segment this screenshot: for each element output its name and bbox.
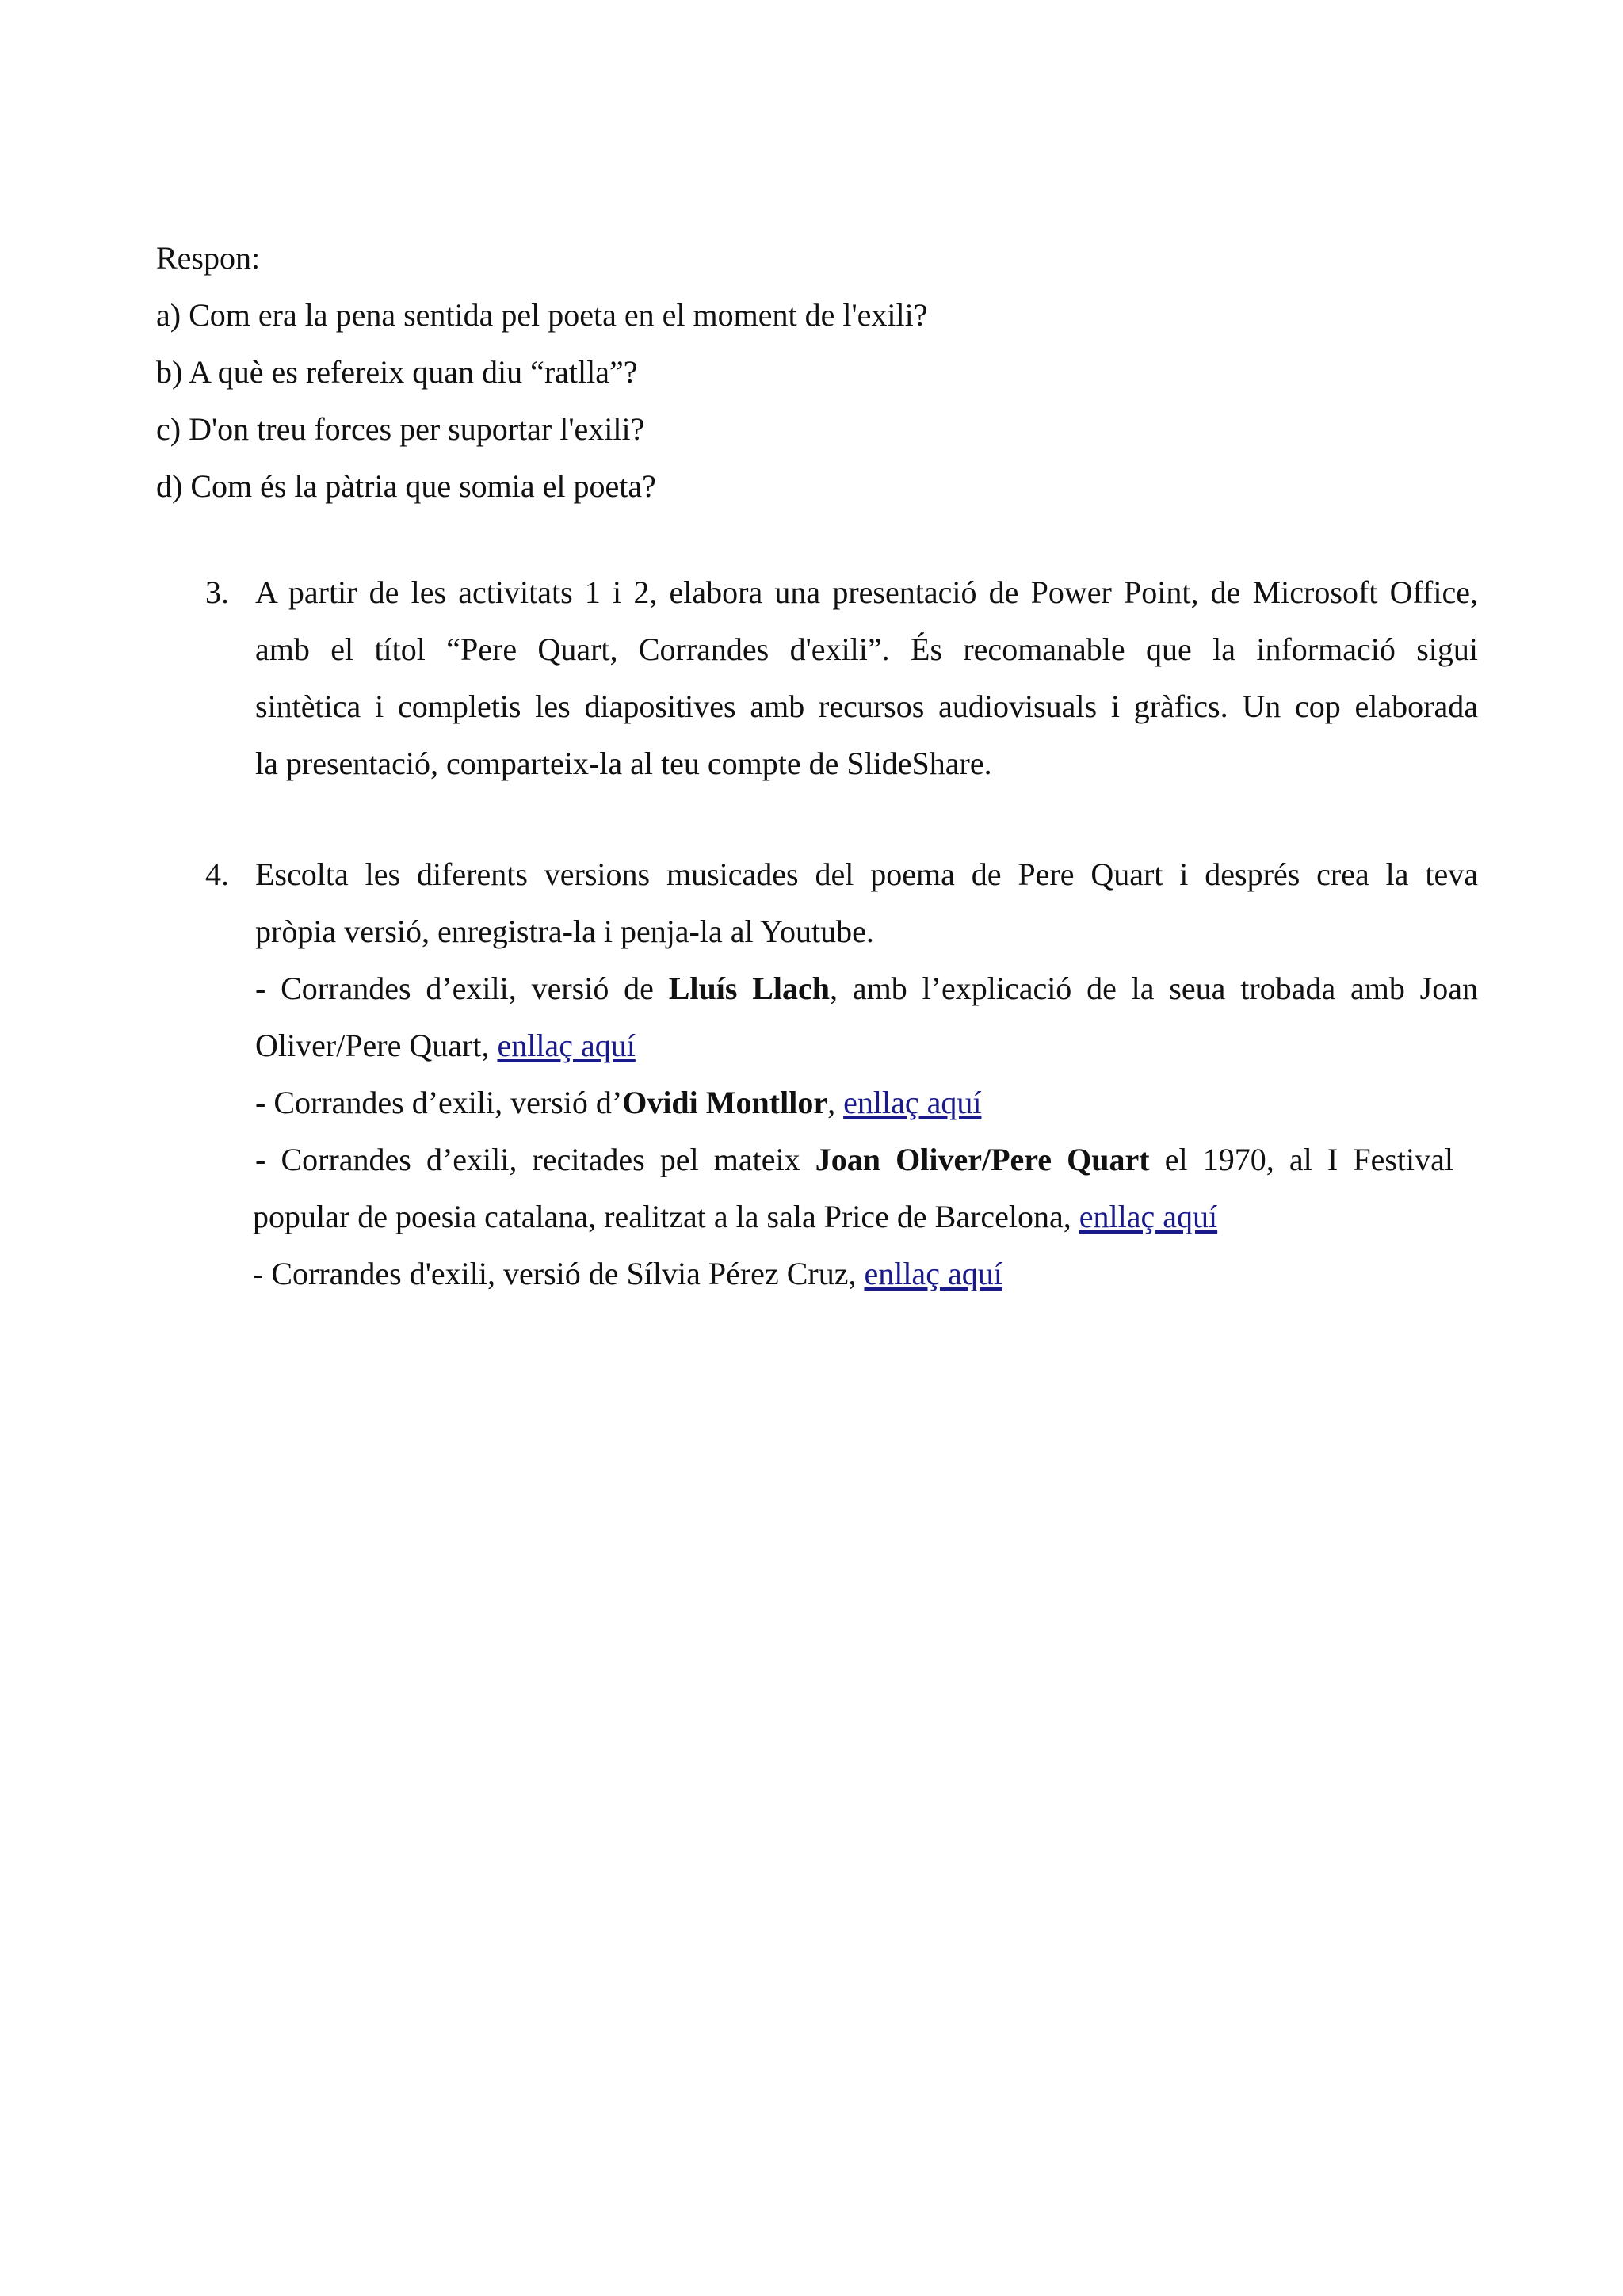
question-d: d) Com és la pàtria que somia el poeta? (156, 468, 656, 504)
version-oliver-line-1 (255, 1131, 1453, 1188)
question-c: c) D'on treu forces per suportar l'exili? (156, 411, 645, 447)
activity-3-body (255, 564, 1478, 792)
version-llach-suffix: , amb l’explicació de la seua trobada amb Joan (830, 971, 1479, 1006)
activity-3-number: 3. (205, 574, 229, 610)
version-montllor-suffix: , (827, 1085, 844, 1120)
question-b: b) A què es refereix quan diu “ratlla”? (156, 354, 638, 390)
activity-3-line-3: sintètica i completis les diapositives amb recursos audiovisuals i gràfics. Un cop elaborada (255, 688, 1478, 724)
respon-heading: Respon: (156, 240, 261, 276)
version-llach-line-1 (255, 960, 1478, 1017)
activity-3 (156, 564, 1478, 792)
version-llach-prefix: - Corrandes d’exili, versió de (255, 971, 669, 1006)
activity-4-intro-line-2: pròpia versió, enregistra-la i penja-la al Youtube. (255, 913, 874, 949)
version-montllor-prefix: - Corrandes d’exili, versió d’ (255, 1085, 623, 1120)
version-oliver-suffix: el 1970, al I Festival (1149, 1142, 1453, 1177)
version-perez-cruz-prefix: - Corrandes d'exili, versió de Sílvia Pérez Cruz, (253, 1256, 865, 1291)
activity-4-body (255, 846, 1478, 1302)
activity-4-number: 4. (205, 856, 229, 892)
version-montllor-artist: Ovidi Montllor (622, 1085, 828, 1120)
activity-4 (156, 846, 1478, 1302)
version-montllor-link[interactable]: enllaç aquí (843, 1085, 982, 1120)
version-oliver-line-2-text: popular de poesia catalana, realitzat a la sala Price de Barcelona, (253, 1199, 1079, 1234)
version-oliver-line-2 (253, 1188, 1478, 1245)
activity-4-intro-line-1: Escolta les diferents versions musicades del poema de Pere Quart i després crea la teva (255, 856, 1478, 892)
activity-3-line-2: amb el títol “Pere Quart, Corrandes d'exili”. És recomanable que la informació sigui (255, 631, 1478, 667)
version-oliver-prefix: - Corrandes d’exili, recitades pel mateix (255, 1142, 815, 1177)
version-oliver-link[interactable]: enllaç aquí (1079, 1199, 1218, 1234)
activity-3-line-1: A partir de les activitats 1 i 2, elabora una presentació de Power Point, de Microsoft Office, (255, 574, 1478, 610)
activity-3-line-4: la presentació, comparteix-la al teu compte de SlideShare. (255, 746, 992, 781)
version-llach-artist: Lluís Llach (668, 971, 831, 1006)
version-oliver-artist: Joan Oliver/Pere Quart (815, 1142, 1150, 1177)
version-perez-cruz-line (253, 1245, 1478, 1302)
respon-section (156, 230, 1503, 515)
version-montllor-line (255, 1074, 1478, 1131)
version-llach-line-2 (255, 1017, 1478, 1074)
version-perez-cruz-link[interactable]: enllaç aquí (864, 1256, 1002, 1291)
version-llach-link[interactable]: enllaç aquí (497, 1028, 636, 1063)
question-a: a) Com era la pena sentida pel poeta en el moment de l'exili? (156, 297, 928, 333)
version-llach-line-2-text: Oliver/Pere Quart, (255, 1028, 498, 1063)
